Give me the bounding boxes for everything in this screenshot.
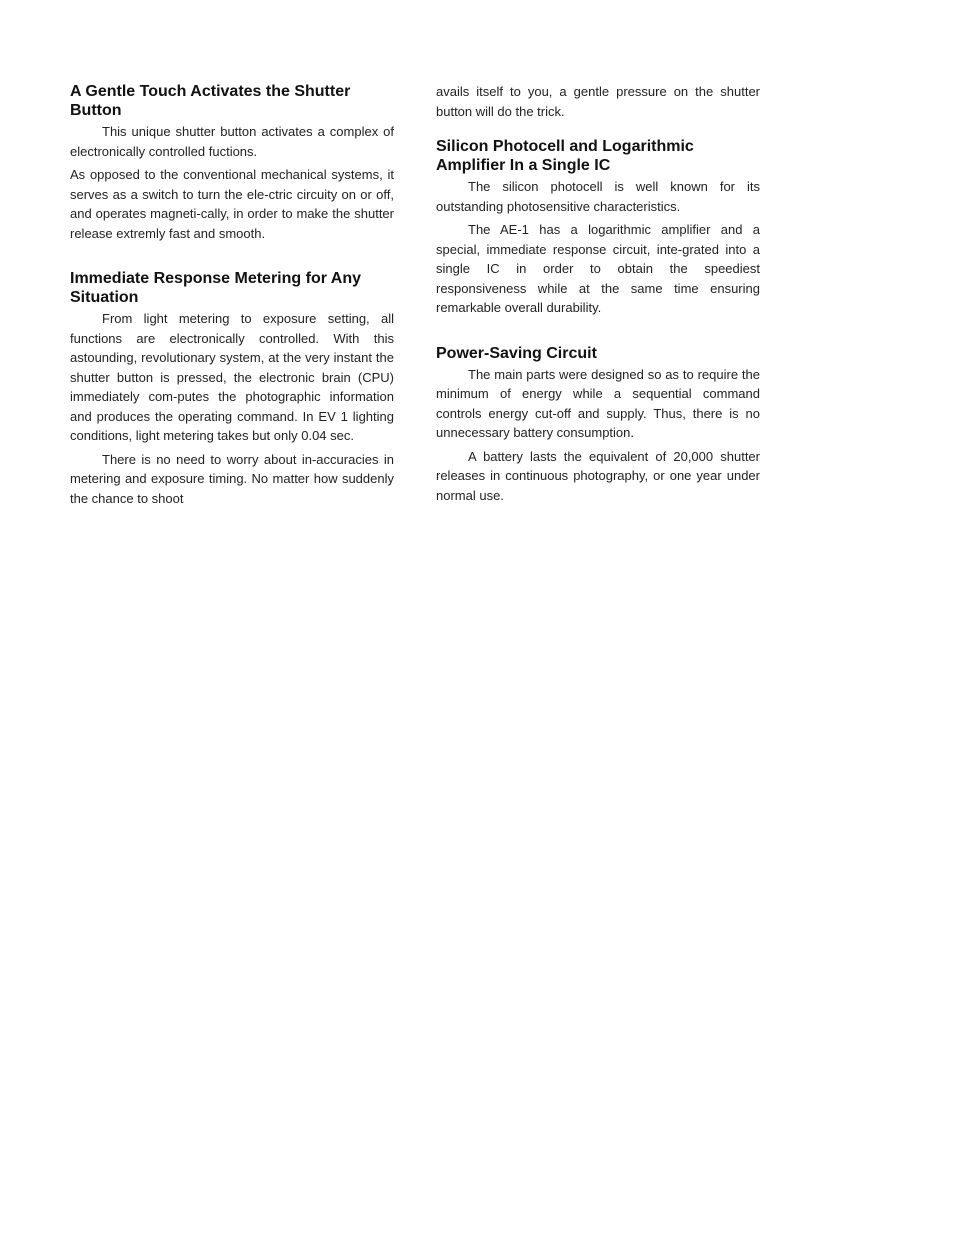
right-column bbox=[436, 82, 760, 531]
section-immediate-response-metering bbox=[70, 269, 394, 508]
paragraph: The AE-1 has a logarithmic amplifier and a special, immediate response circuit, inte-grated into a single IC in order to obtain the speediest responsiveness while at the same time ensuring remarkable overall durability. bbox=[436, 222, 760, 315]
left-column bbox=[70, 82, 394, 534]
section-heading: Silicon Photocell and Logarithmic Amplifier In a Single IC bbox=[436, 138, 694, 174]
section-heading: Power-Saving Circuit bbox=[436, 344, 597, 362]
paragraph: A battery lasts the equivalent of 20,000 shutter releases in continuous photography, or one year under normal use. bbox=[436, 448, 760, 503]
section-power-saving-circuit bbox=[436, 344, 760, 506]
paragraph: The silicon photocell is well known for its outstanding photosensitive characteristics. bbox=[436, 179, 760, 214]
paragraph: There is no need to worry about in-accuracies in metering and exposure timing. No matter how suddenly the chance to shoot bbox=[70, 451, 394, 506]
section-heading: Immediate Response Metering for Any Situation bbox=[70, 270, 362, 306]
continuation-paragraph: avails itself to you, a gentle pressure on the shutter button will do the trick. bbox=[436, 84, 760, 119]
section-shutter-button bbox=[70, 82, 394, 243]
paragraph: The main parts were designed so as to require the minimum of energy while a sequential command controls energy cut-off and supply. Thus, there is no unnecessary battery consumption. bbox=[436, 366, 760, 440]
section-heading: A Gentle Touch Activates the Shutter Button bbox=[70, 83, 351, 119]
paragraph: This unique shutter button activates a complex of electronically controlled fuctions. bbox=[70, 124, 394, 159]
paragraph: As opposed to the conventional mechanical systems, it serves as a switch to turn the ele-ctric circuity on or off, and operates magneti-cally, in order to make the shutter release extremly fast and smooth. bbox=[70, 167, 394, 241]
section-silicon-photocell bbox=[436, 137, 760, 318]
paragraph: From light metering to exposure setting, all functions are electronically controlled. With this astounding, revolutionary system, at the very instant the shutter button is pressed, the electronic brain (CPU) immediately com-putes the photographic information and produces the operating command. In EV 1 lighting conditions, light metering takes but only 0.04 sec. bbox=[70, 311, 394, 443]
